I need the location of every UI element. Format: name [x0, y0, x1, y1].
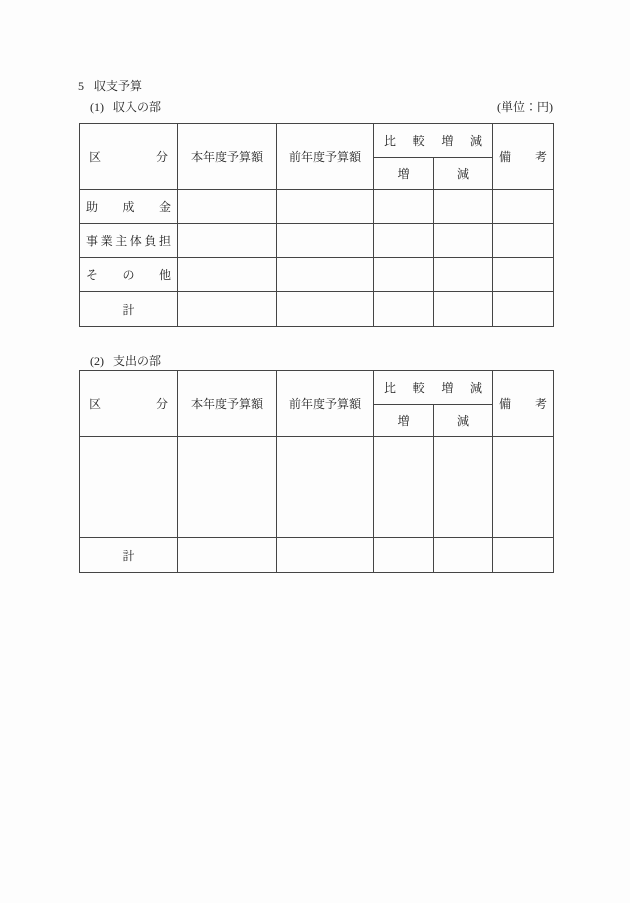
income-row-subsidy [80, 190, 554, 224]
header-comparison-label: 比 較 増 減 [384, 381, 482, 395]
section-heading [78, 77, 142, 94]
empty-cell [277, 538, 374, 573]
income-table [79, 123, 554, 327]
empty-cell [493, 292, 554, 327]
income-row-total [80, 292, 554, 327]
header-current-year-budget: 本年度予算額 [178, 371, 277, 437]
empty-cell [178, 190, 277, 224]
empty-cell [374, 538, 434, 573]
empty-cell [374, 258, 434, 292]
empty-cell [434, 190, 493, 224]
row-category-label: 助 成 金 [86, 200, 171, 214]
empty-cell [493, 538, 554, 573]
header-previous-year-budget: 前年度予算額 [277, 371, 374, 437]
empty-cell [178, 437, 277, 538]
empty-cell [434, 224, 493, 258]
header-category-label: 区 分 [89, 397, 168, 411]
header-comparison [374, 371, 493, 405]
empty-cell [434, 292, 493, 327]
expense-row-blank [80, 437, 554, 538]
row-category-cell [80, 190, 178, 224]
empty-cell [493, 258, 554, 292]
empty-cell [493, 224, 554, 258]
expense-table [79, 370, 554, 573]
row-total-label: 計 [80, 292, 178, 327]
subsection-expense-number: (2) [90, 354, 104, 368]
subsection-expense-heading [90, 352, 161, 369]
empty-cell [277, 437, 374, 538]
empty-cell [434, 437, 493, 538]
empty-cell [493, 437, 554, 538]
header-comparison [374, 124, 493, 158]
header-category [80, 124, 178, 190]
subsection-expense-title: 支出の部 [113, 354, 162, 368]
empty-cell [434, 258, 493, 292]
header-remarks [493, 124, 554, 190]
header-decrease: 減 [434, 405, 493, 437]
row-category-cell [80, 224, 178, 258]
header-category [80, 371, 178, 437]
header-remarks-label: 備 考 [499, 150, 547, 164]
empty-cell [374, 292, 434, 327]
header-current-year-budget: 本年度予算額 [178, 124, 277, 190]
header-category-label: 区 分 [89, 150, 168, 164]
header-remarks-label: 備 考 [499, 397, 547, 411]
header-increase: 増 [374, 405, 434, 437]
empty-cell [374, 437, 434, 538]
empty-cell [178, 292, 277, 327]
header-remarks [493, 371, 554, 437]
empty-cell [374, 190, 434, 224]
subsection-income-title: 収入の部 [113, 100, 162, 114]
empty-cell [277, 258, 374, 292]
row-category-label: そ の 他 [86, 268, 171, 282]
row-total-label: 計 [80, 538, 178, 573]
empty-cell [277, 190, 374, 224]
empty-cell [178, 538, 277, 573]
row-category-cell [80, 258, 178, 292]
subsection-income-heading [90, 98, 161, 115]
empty-cell [374, 224, 434, 258]
income-row-other [80, 258, 554, 292]
empty-cell [178, 258, 277, 292]
section-title: 収支予算 [94, 79, 143, 93]
empty-cell [277, 292, 374, 327]
income-row-entity-burden [80, 224, 554, 258]
row-category-label: 事 業 主 体 負 担 [86, 234, 171, 248]
expense-row-total [80, 538, 554, 573]
header-decrease: 減 [434, 158, 493, 190]
header-increase: 増 [374, 158, 434, 190]
empty-cell [493, 190, 554, 224]
header-comparison-label: 比 較 増 減 [384, 134, 482, 148]
empty-cell [434, 538, 493, 573]
unit-note: (単位：円) [497, 100, 553, 114]
subsection-income-number: (1) [90, 100, 104, 114]
empty-cell [277, 224, 374, 258]
header-previous-year-budget: 前年度予算額 [277, 124, 374, 190]
section-number: 5 [78, 79, 84, 93]
empty-cell [80, 437, 178, 538]
empty-cell [178, 224, 277, 258]
